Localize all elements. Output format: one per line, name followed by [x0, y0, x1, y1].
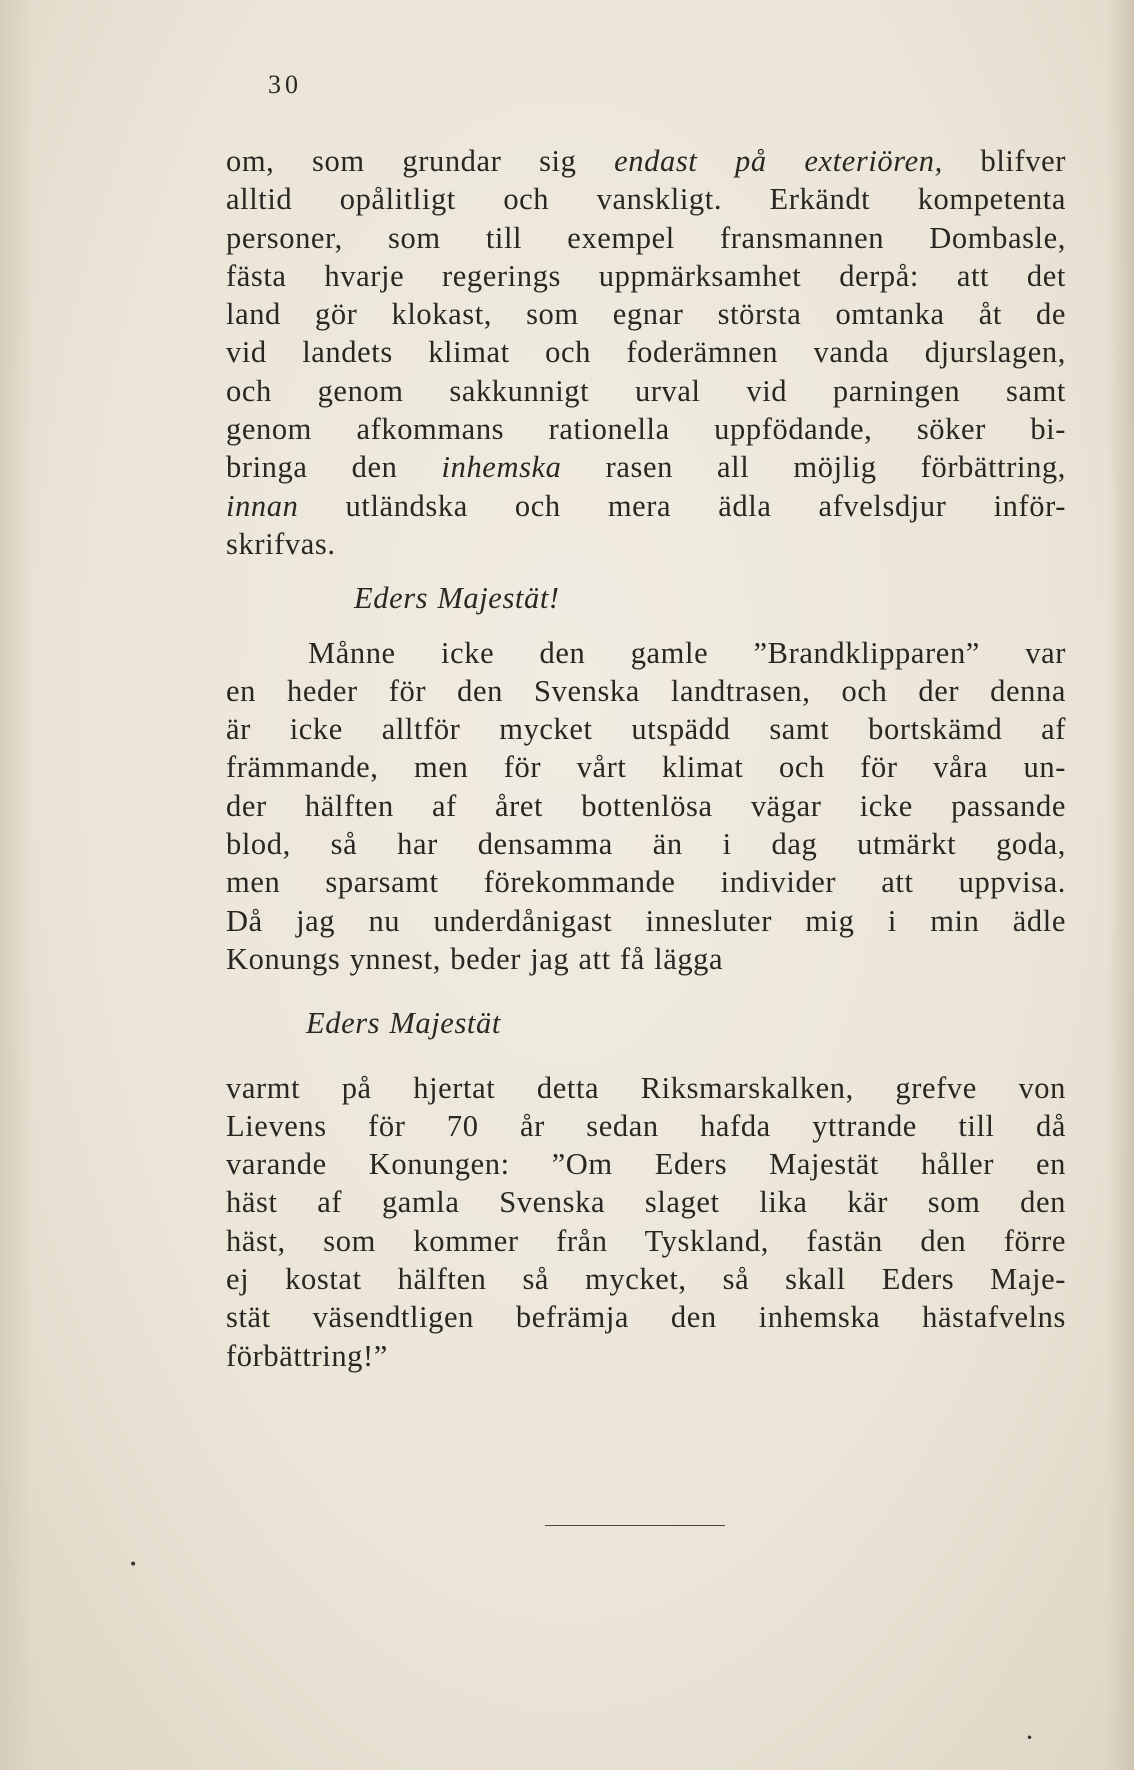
paragraph-1 [226, 142, 1066, 563]
text-line: och genom sakkunnigt urval vid parningen samt [226, 373, 1066, 408]
page-number: 30 [268, 70, 302, 99]
text-line: alltid opålitligt och vanskligt. Erkändt kompetenta [226, 182, 1066, 217]
text-line: skrifvas. [226, 526, 336, 561]
text-line: varande Konungen: ”Om Eders Majestät håller en [226, 1147, 1066, 1182]
text-line: genom afkommans rationella uppfödande, söker bi- [226, 412, 1066, 447]
text-line: är icke alltför mycket utspädd samt bortskämd af [226, 712, 1066, 747]
text-line: varmt på hjertat detta Riksmarskalken, grefve von [226, 1070, 1066, 1105]
salutation-eders-majestat-2: Eders Majestät [306, 1006, 501, 1041]
text-line: Månne icke den gamle ”Brandklipparen” var [308, 635, 1066, 670]
text-line: häst af gamla Svenska slaget lika kär som den [226, 1185, 1066, 1220]
paragraph-3 [226, 1069, 1066, 1375]
text-line: ej kostat hälften så mycket, så skall Eders Maje- [226, 1262, 1066, 1297]
salutation-eders-majestat: Eders Majestät! [354, 581, 560, 616]
text-line: Lievens för 70 år sedan hafda yttrande till då [226, 1108, 1066, 1143]
text-line: men sparsamt förekommande individer att uppvisa. [226, 865, 1066, 900]
end-rule-divider [545, 1525, 725, 1526]
paragraph-2 [226, 634, 1066, 979]
body-text [226, 142, 1066, 1375]
text-line: förbättring!” [226, 1338, 388, 1373]
text-line: om, som grundar sig endast på exteriören, blifver [226, 144, 1066, 178]
text-line: fästa hvarje regerings uppmärksamhet derpå: att det [226, 258, 1066, 293]
text-line: en heder för den Svenska landtrasen, och der denna [226, 673, 1066, 708]
page-edge-shadow-right [1108, 0, 1134, 1770]
text-line: der hälften af året bottenlösa vägar icke passande [226, 788, 1066, 823]
print-speck: • [1026, 1731, 1034, 1745]
text-line: stät väsendtligen befrämja den inhemska hästafvelns [226, 1300, 1066, 1335]
text-line: häst, som kommer från Tyskland, fastän den förre [226, 1223, 1066, 1258]
text-line: Då jag nu underdånigast innesluter mig i min ädle [226, 903, 1066, 938]
text-line: land gör klokast, som egnar största omtanka åt de [226, 297, 1066, 332]
page-edge-shadow-left [0, 0, 34, 1770]
text-line: blod, så har densamma än i dag utmärkt goda, [226, 827, 1066, 862]
text-line: vid landets klimat och foderämnen vanda djurslagen, [226, 335, 1066, 370]
text-line: Konungs ynnest, beder jag att få lägga [226, 941, 724, 976]
text-line: innan utländska och mera ädla afvelsdjur inför- [226, 488, 1066, 523]
print-speck: • [129, 1557, 138, 1573]
text-line: bringa den inhemska rasen all möjlig förbättring, [226, 450, 1066, 485]
text-line: främmande, men för vårt klimat och för våra un- [226, 750, 1066, 785]
text-line: personer, som till exempel fransmannen Dombasle, [226, 220, 1066, 255]
